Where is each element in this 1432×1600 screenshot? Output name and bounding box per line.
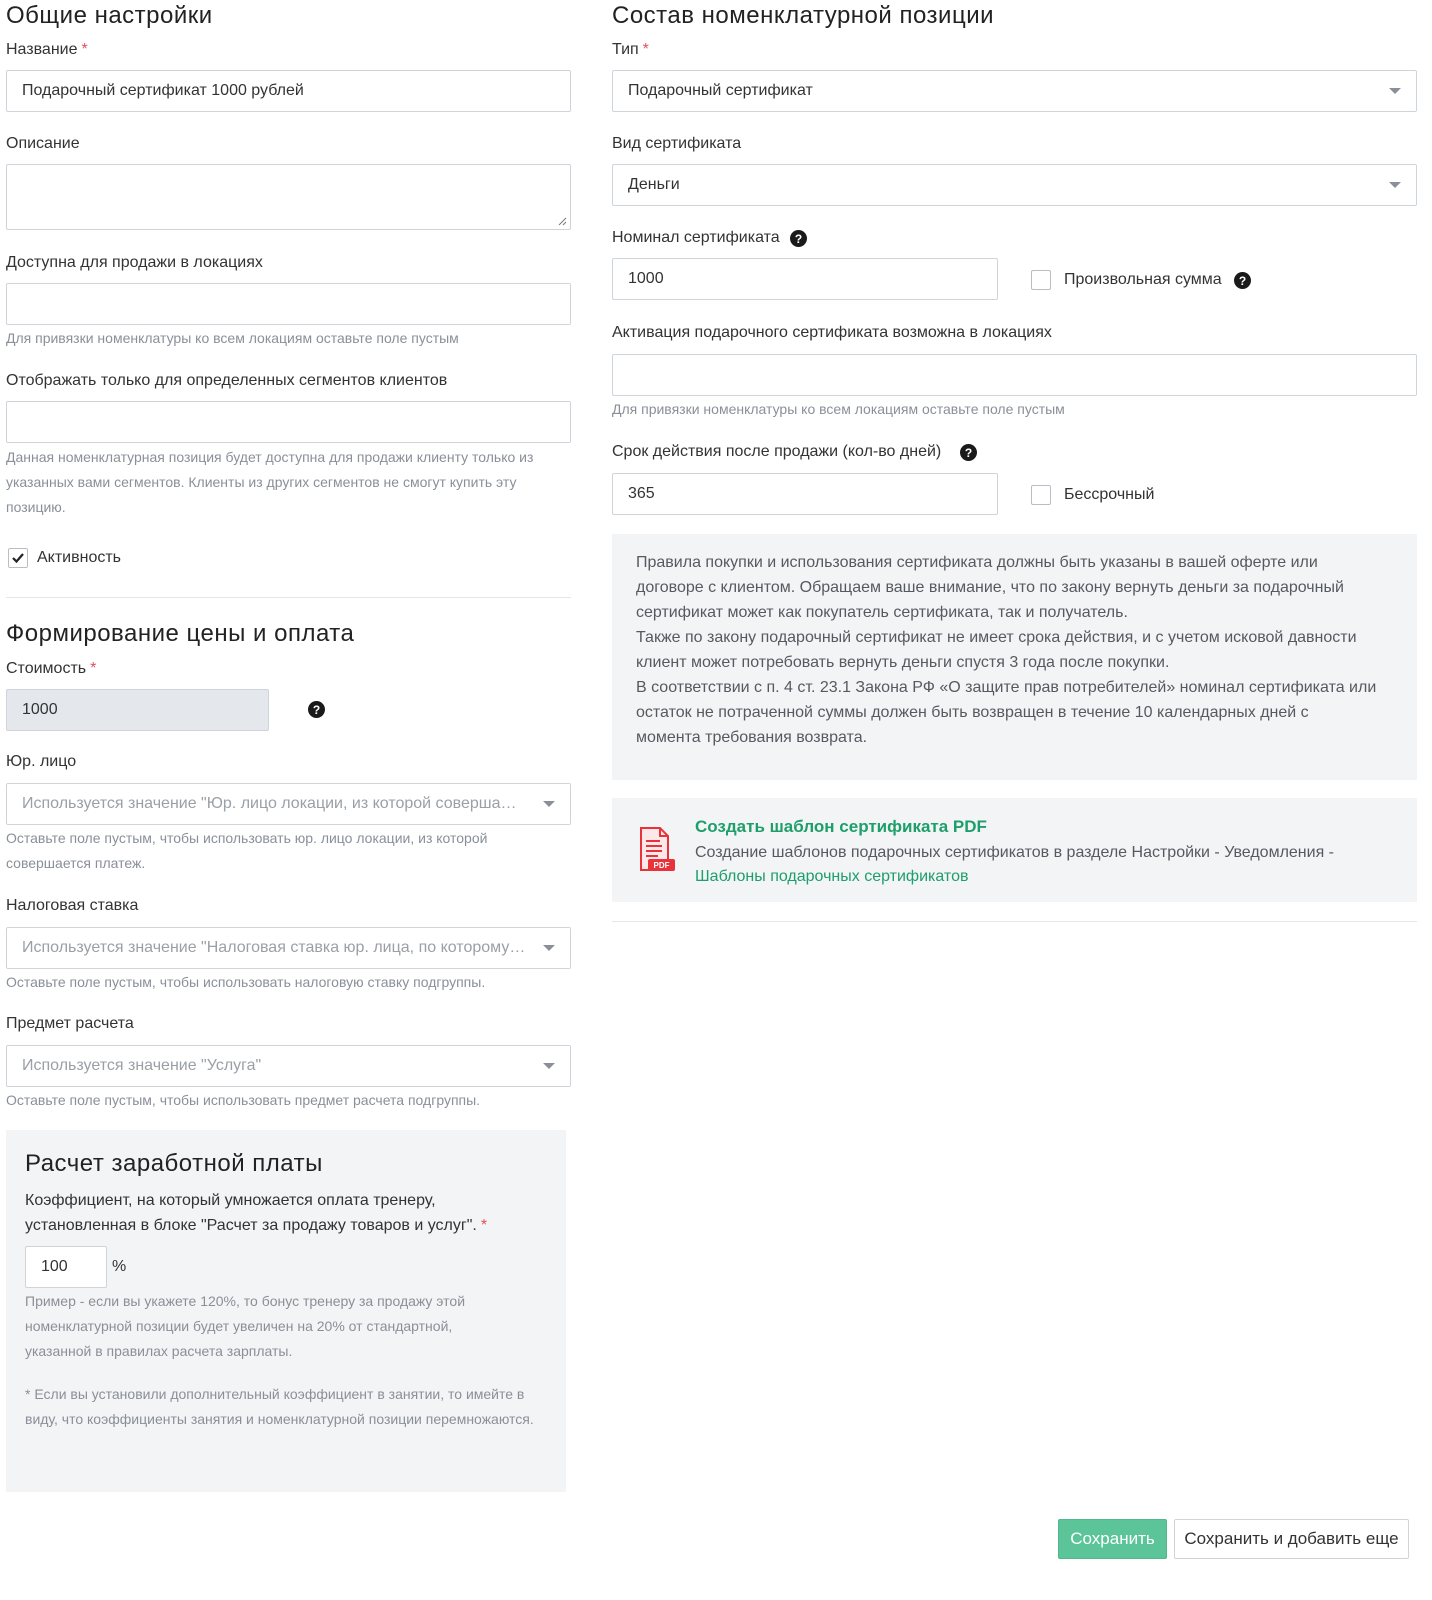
required-mark: *: [90, 660, 97, 677]
kind-select-value: Деньги: [628, 176, 680, 193]
nominal-input[interactable]: [612, 258, 998, 300]
chevron-down-icon: [543, 945, 555, 951]
chevron-down-icon: [1389, 182, 1401, 188]
tax-hint: Оставьте поле пустым, чтобы использовать налоговую ставку подгруппы.: [6, 974, 486, 990]
nominal-input-value: 1000: [628, 270, 664, 287]
gift-templates-link[interactable]: Шаблоны подарочных сертификатов: [695, 868, 969, 885]
activation-label: Активация подарочного сертификата возможна в локациях: [612, 324, 1052, 341]
pdf-template-panel: [612, 798, 1417, 902]
segments-input[interactable]: [6, 401, 571, 443]
pdf-file-icon: [638, 826, 676, 874]
locations-input[interactable]: [6, 283, 571, 325]
unlimited-checkbox[interactable]: [1031, 485, 1051, 505]
subject-hint: Оставьте поле пустым, чтобы использовать предмет расчета подгруппы.: [6, 1092, 481, 1108]
cost-label: Стоимость: [6, 660, 87, 677]
checkmark-icon: [11, 551, 25, 565]
info-panel: [612, 534, 1417, 780]
name-input[interactable]: [6, 70, 571, 112]
type-label: Тип: [612, 41, 639, 58]
info-line: Правила покупки и использования сертификата должны быть указаны в вашей оферте или: [636, 554, 1318, 571]
kind-select[interactable]: [612, 164, 1417, 206]
segments-label: Отображать только для определенных сегментов клиентов: [6, 372, 448, 389]
type-select[interactable]: [612, 70, 1417, 112]
info-line: сертификат может как покупатель сертификата, так и получатель.: [636, 604, 1128, 621]
info-line: остаток не потраченной суммы должен быть возвращен в течение 10 календарных дней с: [636, 704, 1309, 721]
activation-hint: Для привязки номенклатуры ко всем локациям оставьте поле пустым: [612, 401, 1065, 417]
required-mark: *: [81, 41, 88, 58]
nominal-help-icon[interactable]: ?: [790, 230, 807, 247]
name-label: Название: [6, 41, 78, 58]
percent-unit: %: [112, 1258, 127, 1275]
salary-panel: [6, 1130, 566, 1492]
info-line: Также по закону подарочный сертификат не имеет срока действия, и с учетом исковой давности: [636, 629, 1357, 646]
save-and-add-button[interactable]: Сохранить и добавить еще: [1174, 1519, 1409, 1559]
resize-handle-icon[interactable]: [557, 216, 567, 226]
section-divider: [612, 921, 1417, 922]
pdf-template-desc: Создание шаблонов подарочных сертификатов в разделе Настройки - Уведомления -: [695, 844, 1335, 861]
unlimited-label: Бессрочный: [1064, 486, 1155, 503]
info-line: клиент может потребовать вернуть деньги спустя 3 года после покупки.: [636, 654, 1170, 671]
section-divider: [6, 597, 571, 598]
name-input-value: Подарочный сертификат 1000 рублей: [22, 82, 304, 99]
arbitrary-amount-checkbox[interactable]: [1031, 270, 1051, 290]
coef-input[interactable]: [25, 1246, 107, 1288]
legal-entity-placeholder: Используется значение "Юр. лицо локации, из которой соверша…: [22, 795, 517, 812]
create-pdf-template-link[interactable]: Создать шаблон сертификата PDF: [695, 817, 987, 836]
description-textarea[interactable]: [6, 164, 571, 230]
general-settings-title: Общие настройки: [6, 2, 213, 29]
salary-example: Пример - если вы укажете 120%, то бонус тренеру за продажу этой номенклатурной позиции будет увеличен на 20% от стандартной, указанной в правилах расчета зарплаты.: [25, 1293, 466, 1359]
salary-title: Расчет заработной платы: [25, 1150, 323, 1177]
info-text: [636, 550, 1406, 750]
chevron-down-icon: [543, 1063, 555, 1069]
type-select-value: Подарочный сертификат: [628, 82, 813, 99]
coef-label-wrap: [25, 1188, 525, 1238]
required-mark: *: [480, 1217, 488, 1234]
subject-placeholder: Используется значение "Услуга": [22, 1057, 262, 1074]
active-label: Активность: [37, 549, 122, 566]
kind-label: Вид сертификата: [612, 135, 742, 152]
locations-hint: Для привязки номенклатуры ко всем локациям оставьте поле пустым: [6, 330, 459, 346]
save-button[interactable]: Сохранить: [1058, 1519, 1167, 1559]
composition-title: Состав номенклатурной позиции: [612, 2, 995, 29]
legal-entity-select[interactable]: [6, 783, 571, 825]
cost-help-icon[interactable]: ?: [308, 701, 325, 718]
cost-label-wrap: [6, 660, 96, 678]
activation-input[interactable]: [612, 354, 1417, 396]
active-checkbox[interactable]: [8, 548, 28, 568]
chevron-down-icon: [1389, 88, 1401, 94]
tax-label: Налоговая ставка: [6, 897, 139, 914]
name-label-wrap: [6, 41, 88, 59]
validity-label: Срок действия после продажи (кол-во дней): [612, 443, 942, 460]
nominal-label: Номинал сертификата: [612, 229, 780, 246]
arbitrary-help-icon[interactable]: ?: [1234, 272, 1251, 289]
chevron-down-icon: [543, 801, 555, 807]
coef-input-value: 100: [41, 1258, 68, 1275]
tax-select[interactable]: [6, 927, 571, 969]
cost-input: [6, 689, 269, 731]
info-line: В соответствии с п. 4 ст. 23.1 Закона РФ «О защите прав потребителей» номинал сертификата или: [636, 679, 1377, 696]
validity-input[interactable]: [612, 473, 998, 515]
tax-placeholder: Используется значение "Налоговая ставка юр. лица, по которому…: [22, 939, 526, 956]
locations-label: Доступна для продажи в локациях: [6, 254, 263, 271]
info-line: договоре с клиентом. Обращаем ваше внимание, что по закону вернуть деньги за подарочный: [636, 579, 1344, 596]
coef-label: Коэффициент, на который умножается оплата тренеру, установленная в блоке "Расчет за продажу товаров и услуг".: [25, 1192, 477, 1234]
salary-note: * Если вы установили дополнительный коэффициент в занятии, то имейте в виду, что коэффициенты занятия и номенклатурной позиции перемножаются.: [25, 1386, 534, 1427]
cost-input-value: 1000: [22, 701, 58, 718]
validity-input-value: 365: [628, 485, 655, 502]
validity-help-icon[interactable]: ?: [960, 444, 977, 461]
description-label: Описание: [6, 135, 80, 152]
arbitrary-amount-label: Произвольная сумма: [1064, 271, 1222, 288]
legal-entity-hint: Оставьте поле пустым, чтобы использовать юр. лицо локации, из которой совершается платеж.: [6, 830, 488, 871]
pricing-title: Формирование цены и оплата: [6, 620, 355, 647]
type-label-wrap: [612, 41, 649, 59]
pdf-badge-text: PDF: [653, 861, 670, 870]
subject-select[interactable]: [6, 1045, 571, 1087]
legal-entity-label: Юр. лицо: [6, 753, 77, 770]
required-mark: *: [642, 41, 649, 58]
subject-label: Предмет расчета: [6, 1015, 134, 1032]
info-line: момента требования возврата.: [636, 729, 868, 746]
segments-hint: Данная номенклатурная позиция будет доступна для продажи клиенту только из указанных вами сегментов. Клиенты из других сегментов не смогут купить эту позицию.: [6, 449, 534, 515]
